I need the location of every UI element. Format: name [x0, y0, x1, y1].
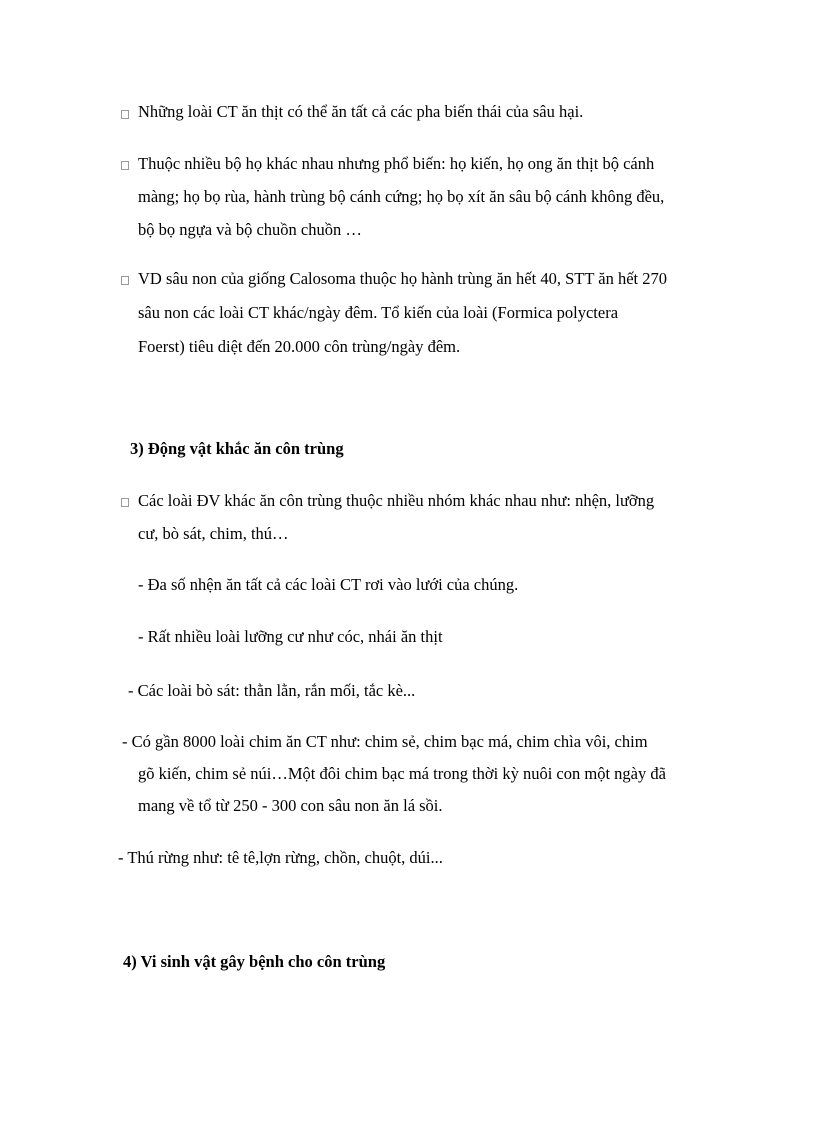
paragraph-line: Những loài CT ăn thịt có thể ăn tất cả các pha biến thái của sâu hại.	[138, 102, 584, 121]
paragraph-line: - Thú rừng như: tê tê,lợn rừng, chồn, chuột, dúi...	[118, 848, 443, 867]
paragraph-line: - Đa số nhện ăn tất cả các loài CT rơi vào lưới của chúng.	[138, 575, 519, 594]
section-heading: 4) Vi sinh vật gây bệnh cho côn trùng	[123, 952, 386, 971]
square-bullet-icon	[121, 498, 129, 507]
section-heading: 3) Động vật khắc ăn côn trùng	[130, 439, 344, 458]
paragraph-line: cư, bò sát, chim, thú…	[138, 524, 289, 543]
paragraph-line: - Rất nhiều loài lưỡng cư như cóc, nhái ăn thịt	[138, 627, 443, 646]
paragraph-line: - Các loài bò sát: thằn lằn, rắn mối, tắc kè...	[128, 681, 416, 700]
paragraph-line: VD sâu non của giống Calosoma thuộc họ hành trùng ăn hết 40, STT ăn hết 270	[138, 269, 667, 288]
paragraph-line: Thuộc nhiều bộ họ khác nhau nhưng phổ biến: họ kiến, họ ong ăn thịt bộ cánh	[138, 154, 655, 173]
square-bullet-icon	[121, 110, 129, 119]
paragraph-line: sâu non các loài CT khác/ngày đêm. Tổ kiến của loài (Formica polyctera	[138, 303, 619, 322]
paragraph-line: - Có gần 8000 loài chim ăn CT như: chim sẻ, chim bạc má, chim chìa vôi, chim	[122, 732, 648, 751]
paragraph-line: mang về tổ từ 250 - 300 con sâu non ăn lá sồi.	[138, 796, 443, 815]
paragraph-line: màng; họ bọ rùa, hành trùng bộ cánh cứng; họ bọ xít ăn sâu bộ cánh không đều,	[138, 187, 665, 206]
paragraph-line: Các loài ĐV khác ăn côn trùng thuộc nhiều nhóm khác nhau như: nhện, lưỡng	[138, 491, 655, 510]
paragraph-line: Foerst) tiêu diệt đến 20.000 côn trùng/ngày đêm.	[138, 337, 461, 356]
paragraph-line: gõ kiến, chim sẻ núi…Một đôi chim bạc má trong thời kỳ nuôi con một ngày đã	[138, 764, 666, 783]
square-bullet-icon	[121, 161, 129, 170]
paragraph-line: bộ bọ ngựa và bộ chuồn chuồn …	[138, 220, 362, 239]
square-bullet-icon	[121, 276, 129, 285]
